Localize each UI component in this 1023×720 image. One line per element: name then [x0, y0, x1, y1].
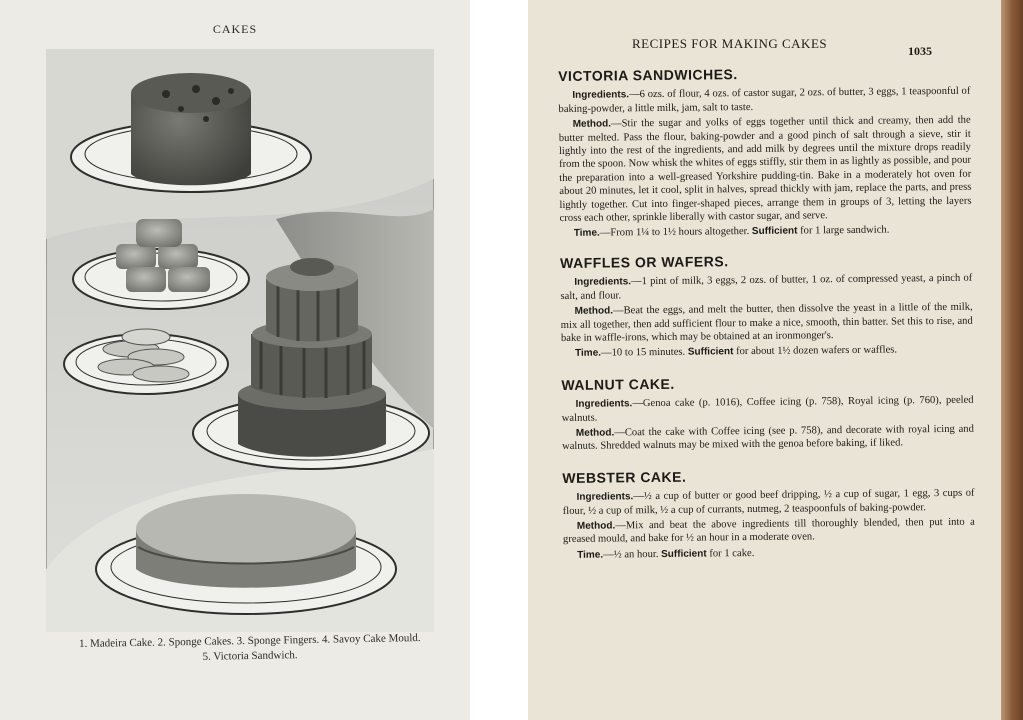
- ingredients-label: Ingredients.: [576, 491, 634, 503]
- time-label: Time.: [573, 228, 600, 240]
- time-text: —½ an hour.: [603, 548, 659, 561]
- recipe-time: [560, 223, 972, 241]
- right-page: [528, 0, 1023, 720]
- recipe-title: WEBSTER CAKE.: [562, 468, 687, 486]
- sufficient-text: for 1 large sandwich.: [800, 225, 890, 237]
- method-text: —Stir the sugar and yolks of eggs together until thick and creamy, then add the butter melted. Pass the flour, baking-powder and a good pinch of salt through a sieve, stir it lightly into the rest of the ingredients, and add milk by degrees until the mixture drops readily from the spoon. Now whisk the whites of eggs stiffly, stir them in as lightly as possible, and pour the preparation into a well-greased Yorkshire pudding-tin. Bake in a moderately hot oven for about 20 minutes, let it cool, split in halves, spread thickly with jam, replace the parts, and press lightly together. Cut into finger-shaped pieces, arrange them in groups of 3, letting the layers cross each other, sprinkle liberally with castor sugar, and serve.: [558, 114, 972, 225]
- recipe-title: WALNUT CAKE.: [561, 375, 675, 393]
- sufficient-text: for about 1½ dozen wafers or waffles.: [735, 344, 898, 358]
- ingredients-label: Ingredients.: [574, 276, 632, 289]
- recipe-time: [563, 544, 975, 562]
- recipe-method: [559, 114, 972, 226]
- recipe-webster-cake: [562, 467, 975, 562]
- recipe-ingredients: [560, 272, 972, 303]
- method-label: Method.: [572, 118, 612, 131]
- caption-line-2: 5. Victoria Sandwich.: [202, 649, 298, 663]
- left-page-header: CAKES: [212, 22, 258, 36]
- sufficient-text: for 1 cake.: [709, 547, 755, 560]
- method-label: Method.: [576, 520, 616, 532]
- recipe-title: WAFFLES OR WAFERS.: [560, 253, 729, 271]
- gutter: [470, 0, 528, 720]
- sufficient-label: Sufficient: [687, 346, 734, 358]
- cake-illustration-plate: [46, 49, 434, 632]
- method-label: Method.: [574, 305, 614, 317]
- caption-line-1: 1. Madeira Cake. 2. Sponge Cakes. 3. Sponge Fingers. 4. Savoy Cake Mould.: [78, 632, 421, 650]
- recipe-ingredients: [558, 85, 970, 116]
- ingredients-label: Ingredients.: [572, 89, 630, 102]
- time-text: —10 to 15 minutes.: [600, 346, 686, 359]
- book-spine-edge: [1001, 0, 1023, 720]
- recipe-ingredients: [562, 394, 974, 425]
- page-number: 1035: [908, 44, 932, 58]
- ingredients-text: —6 ozs. of flour, 4 ozs. of castor sugar, 2 ozs. of butter, 3 eggs, 1 teaspoonful of baking-powder, a little milk, jam, salt to taste.: [558, 86, 971, 115]
- recipe-method: [563, 516, 975, 547]
- recipe-time: [561, 343, 973, 361]
- sufficient-label: Sufficient: [751, 225, 798, 238]
- time-label: Time.: [575, 347, 602, 360]
- recipe-title: VICTORIA SANDWICHES.: [558, 66, 738, 84]
- recipe-walnut-cake: [561, 374, 974, 453]
- right-page-header: RECIPES FOR MAKING CAKES: [632, 36, 828, 51]
- time-label: Time.: [577, 549, 604, 561]
- ingredients-label: Ingredients.: [575, 398, 633, 410]
- illustration-caption: [50, 631, 450, 668]
- ingredients-text: —1 pint of milk, 3 eggs, 2 ozs. of butter, 1 oz. of compressed yeast, a pinch of salt, and flour.: [560, 272, 973, 302]
- ingredients-text: —½ a cup of butter or good beef dripping, ½ a cup of sugar, 1 egg, 3 cups of flour, ½ a cup of milk, ½ a cup of currants, nutmeg, 2 teaspoonfuls of baking-powder.: [562, 487, 975, 517]
- recipe-method: [562, 423, 974, 454]
- ingredients-text: —Genoa cake (p. 1016), Coffee icing (p. 758), Royal icing (p. 760), peeled walnuts.: [561, 394, 974, 424]
- method-text: —Mix and beat the above ingredients till thoroughly blended, then put into a greased mould, and bake for ½ an hour in a moderate oven.: [562, 516, 975, 546]
- recipe-method: [561, 301, 973, 346]
- method-text: —Beat the eggs, and melt the butter, then dissolve the yeast in a little of the milk, mix all together, then add sufficient flour to make a nice, smooth, thin batter. Set this to rise, and bake in waffle-irons, which may be obtained at an ironmonger's.: [560, 301, 973, 344]
- recipe-ingredients: [563, 487, 975, 518]
- method-text: —Coat the cake with Coffee icing (see p. 758), and decorate with royal icing and walnuts. Shredded walnuts may be mixed with the genoa before baking, if liked.: [561, 423, 974, 453]
- recipe-victoria-sandwiches: [558, 66, 972, 241]
- recipes-column: [558, 56, 975, 574]
- left-page: [0, 0, 470, 720]
- time-text: —From 1¼ to 1½ hours altogether.: [599, 226, 750, 240]
- sufficient-label: Sufficient: [661, 548, 707, 560]
- recipe-waffles-or-wafers: [560, 253, 973, 361]
- method-label: Method.: [575, 427, 615, 439]
